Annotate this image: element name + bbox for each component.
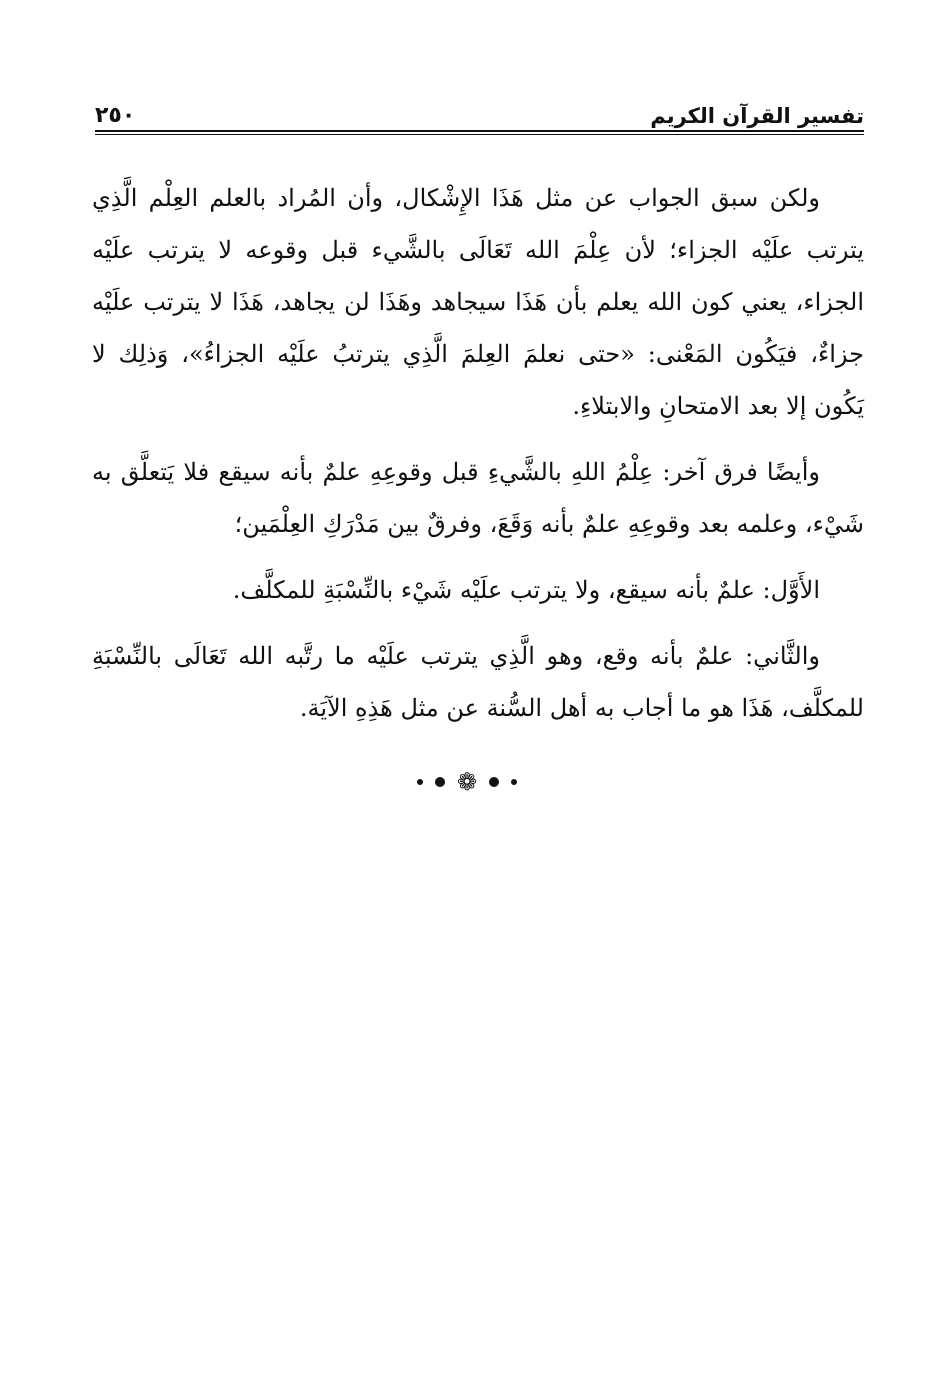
header-rule-thin [95,134,864,135]
page-number: ٢٥٠ [95,103,136,128]
paragraph-2: وأيضًا فرق آخر: عِلْمُ اللهِ بالشَّيءِ قبل وقوعِهِ علمٌ بأنه سيقع فلا يَتعلَّق به شَيْء، وعلمه بعد وقوعِهِ علمٌ بأنه وَقَعَ، وفرقٌ بين مَدْرَكِ العِلْمَين؛ [92,458,864,538]
paragraph-4: والثَّاني: علمٌ بأنه وقع، وهو الَّذِي يترتب علَيْه ما رتَّبه الله تَعَالَى بالنِّسْبَةِ للمكلَّف، هَذَا هو ما أجاب به أهل السُّنة عن مثل هَذِهِ الآيَة. [92,642,864,722]
ornament-dot-large [489,777,499,787]
ornament-dot-small [417,779,423,785]
paragraph-1: ولكن سبق الجواب عن مثل هَذَا الإِشْكال، وأن المُراد بالعلم العِلْم الَّذِي يترتب علَيْه الجزاء؛ لأن عِلْمَ الله تَعَالَى بالشَّيء قبل وقوعه لا يترتب علَيْه الجزاء، يعني كون الله يعلم بأن هَذَا سيجاهد وهَذَا لن يجاهد، هَذَا لا يترتب علَيْه جزاءٌ، فيَكُون المَعْنى: «حتى نعلمَ العِلمَ الَّذِي يترتبُ علَيْه الجزاءُ»، وَذلِك لا يَكُون إلا بعد الامتحانِ والابتلاءِ. [92,184,864,420]
paragraph-3: الأَوَّل: علمٌ بأنه سيقع، ولا يترتب علَيْه شَيْء بالنِّسْبَةِ للمكلَّف. [232,576,820,604]
section-end-ornament [0,762,934,802]
running-header [95,92,864,128]
header-rule [95,130,864,132]
page-body [92,172,864,748]
book-title: تفسير القرآن الكريم [650,104,864,128]
floral-ornament-icon: ❁ [456,768,478,796]
ornament-dot-small [511,779,517,785]
ornament-dot-large [435,777,445,787]
